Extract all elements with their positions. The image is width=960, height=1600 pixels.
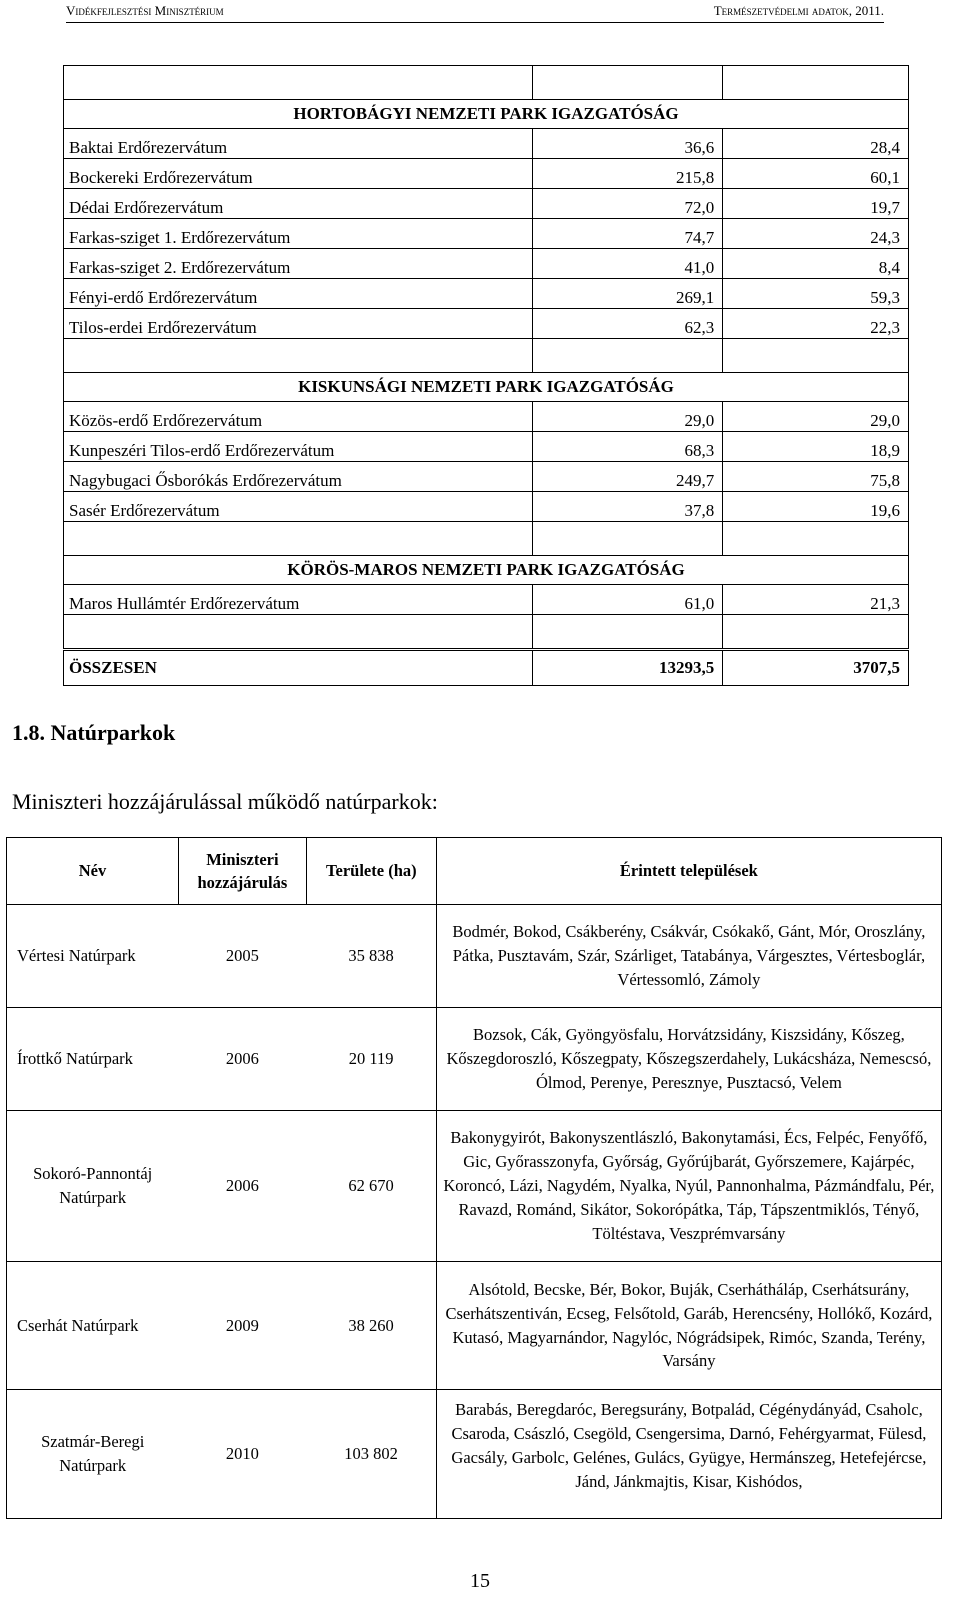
park-year: 2009 xyxy=(178,1262,306,1390)
header-name: Név xyxy=(7,838,179,905)
park-name: Sokoró-Pannontáj Natúrpark xyxy=(7,1111,179,1262)
spacer-row xyxy=(64,615,909,650)
reserve-name: Farkas-sziget 1. Erdőrezervátum xyxy=(64,219,533,249)
reserve-row xyxy=(64,129,909,159)
reserve-core-area: 21,3 xyxy=(723,585,909,615)
park-row xyxy=(7,905,942,1008)
reserve-name: Közös-erdő Erdőrezervátum xyxy=(64,402,533,432)
reserve-core-area: 59,3 xyxy=(723,279,909,309)
section-title-row xyxy=(64,556,909,585)
spacer-cell xyxy=(64,339,533,373)
reserve-row xyxy=(64,309,909,339)
reserve-name: Tilos-erdei Erdőrezervátum xyxy=(64,309,533,339)
park-towns: Bozsok, Cák, Gyöngyösfalu, Horvátzsidány, Kiszsidány, Kőszeg, Kőszegdoroszló, Kőszegpaty, Kőszegszerdahely, Lukácsháza, Nemescsó, Ólmod, Perenye, Peresznye, Pusztacsó, Velem xyxy=(436,1008,941,1111)
park-row xyxy=(7,1111,942,1262)
park-row xyxy=(7,1390,942,1519)
reserve-name: Dédai Erdőrezervátum xyxy=(64,189,533,219)
reserve-total-area: 269,1 xyxy=(533,279,723,309)
spacer-cell xyxy=(533,522,723,556)
park-area: 103 802 xyxy=(306,1390,436,1519)
total-label: ÖSSZESEN xyxy=(64,650,533,686)
parks-header-row xyxy=(7,838,942,905)
reserve-row xyxy=(64,402,909,432)
park-name: Cserhát Natúrpark xyxy=(7,1262,179,1390)
reserve-total-area: 249,7 xyxy=(533,462,723,492)
spacer-row xyxy=(64,66,909,100)
reserve-total-area: 62,3 xyxy=(533,309,723,339)
spacer-cell xyxy=(723,339,909,373)
directorate-title: KÖRÖS-MAROS NEMZETI PARK IGAZGATÓSÁG xyxy=(64,556,909,585)
header-ministry: Vidékfejlesztési Minisztérium xyxy=(66,3,224,18)
reserve-row xyxy=(64,189,909,219)
header-area: Területe (ha) xyxy=(306,838,436,905)
reserve-name: Fényi-erdő Erdőrezervátum xyxy=(64,279,533,309)
park-area: 20 119 xyxy=(306,1008,436,1111)
park-area: 62 670 xyxy=(306,1111,436,1262)
running-header xyxy=(66,0,884,23)
spacer-row xyxy=(64,522,909,556)
spacer-cell xyxy=(533,339,723,373)
reserve-core-area: 60,1 xyxy=(723,159,909,189)
reserve-total-area: 36,6 xyxy=(533,129,723,159)
reserve-row xyxy=(64,492,909,522)
park-name: Írottkő Natúrpark xyxy=(7,1008,179,1111)
reserve-total-area: 61,0 xyxy=(533,585,723,615)
reserve-name: Farkas-sziget 2. Erdőrezervátum xyxy=(64,249,533,279)
reserve-total-area: 68,3 xyxy=(533,432,723,462)
spacer-cell xyxy=(533,66,723,100)
reserve-total-area: 215,8 xyxy=(533,159,723,189)
spacer-cell xyxy=(64,66,533,100)
reserve-row xyxy=(64,432,909,462)
header-approval: Miniszteri hozzájárulás xyxy=(178,838,306,905)
reserve-total-area: 41,0 xyxy=(533,249,723,279)
header-publication: Természetvédelmi adatok, 2011. xyxy=(713,3,884,18)
directorate-title: HORTOBÁGYI NEMZETI PARK IGAZGATÓSÁG xyxy=(64,100,909,129)
reserve-core-area: 8,4 xyxy=(723,249,909,279)
reserve-name: Sasér Erdőrezervátum xyxy=(64,492,533,522)
reserve-total-area: 74,7 xyxy=(533,219,723,249)
reserve-row xyxy=(64,462,909,492)
park-area: 35 838 xyxy=(306,905,436,1008)
reserve-row xyxy=(64,219,909,249)
header-towns: Érintett települések xyxy=(436,838,941,905)
reserve-name: Baktai Erdőrezervátum xyxy=(64,129,533,159)
reserve-name: Bockereki Erdőrezervátum xyxy=(64,159,533,189)
park-towns: Bodmér, Bokod, Csákberény, Csákvár, Csókakő, Gánt, Mór, Oroszlány, Pátka, Pusztavám, Szár, Szárliget, Tatabánya, Várgesztes, Vértesboglár, Vértessomló, Zámoly xyxy=(436,905,941,1008)
reserve-total-area: 72,0 xyxy=(533,189,723,219)
reserve-core-area: 19,6 xyxy=(723,492,909,522)
spacer-cell xyxy=(723,615,909,650)
spacer-cell xyxy=(533,615,723,650)
park-towns: Barabás, Beregdaróc, Beregsurány, Botpalád, Cégénydányád, Csaholc, Csaroda, Császló, Csegöld, Csengersima, Darnó, Fehérgyarmat, Fülesd, Gacsály, Garbolc, Gelénes, Gulács, Gyügye, Hermánszeg, Hetefejércse, Jánd, Jánkmajtis, Kisar, Kishódos, xyxy=(436,1390,941,1519)
reserve-total-area: 29,0 xyxy=(533,402,723,432)
nature-parks-table xyxy=(6,837,942,1519)
intro-text: Miniszteri hozzájárulással működő natúrparkok: xyxy=(12,789,438,814)
reserve-core-area: 18,9 xyxy=(723,432,909,462)
total-row xyxy=(64,650,909,686)
park-name: Szatmár-Beregi Natúrpark xyxy=(7,1390,179,1519)
forest-reserves-table xyxy=(63,65,909,686)
total-core-area: 3707,5 xyxy=(723,650,909,686)
park-row xyxy=(7,1008,942,1111)
park-towns: Alsótold, Becske, Bér, Bokor, Buják, Cserhátháláp, Cserhátsurány, Cserhátszentiván, Ecseg, Felsőtold, Garáb, Herencsény, Hollókő, Kozárd, Kutasó, Magyarnándor, Nagylóc, Nógrádsipek, Rimóc, Szanda, Terény, Varsány xyxy=(436,1262,941,1390)
reserve-core-area: 29,0 xyxy=(723,402,909,432)
park-year: 2010 xyxy=(178,1390,306,1519)
reserve-name: Maros Hullámtér Erdőrezervátum xyxy=(64,585,533,615)
park-area: 38 260 xyxy=(306,1262,436,1390)
park-year: 2006 xyxy=(178,1111,306,1262)
directorate-title: KISKUNSÁGI NEMZETI PARK IGAZGATÓSÁG xyxy=(64,373,909,402)
section-title-row xyxy=(64,100,909,129)
section-heading: 1.8. Natúrparkok xyxy=(12,720,176,745)
section-title-row xyxy=(64,373,909,402)
park-year: 2006 xyxy=(178,1008,306,1111)
reserve-row xyxy=(64,279,909,309)
reserve-row xyxy=(64,249,909,279)
spacer-cell xyxy=(723,66,909,100)
spacer-row xyxy=(64,339,909,373)
reserve-core-area: 28,4 xyxy=(723,129,909,159)
reserve-row xyxy=(64,585,909,615)
page-number: 15 xyxy=(470,1570,490,1592)
park-year: 2005 xyxy=(178,905,306,1008)
park-name: Vértesi Natúrpark xyxy=(7,905,179,1008)
reserve-core-area: 22,3 xyxy=(723,309,909,339)
spacer-cell xyxy=(64,522,533,556)
reserve-core-area: 19,7 xyxy=(723,189,909,219)
park-towns: Bakonygyirót, Bakonyszentlászló, Bakonytamási, Écs, Felpéc, Fenyőfő, Gic, Győrasszonyfa, Győrság, Győrújbarát, Győrszemere, Kajárpéc, Koroncó, Lázi, Nagydém, Nyalka, Nyúl, Pannonhalma, Pázmándfalu, Pér, Ravazd, Románd, Sikátor, Sokorópátka, Táp, Tápszentmiklós, Tényő, Töltéstava, Veszprémvarsány xyxy=(436,1111,941,1262)
total-area: 13293,5 xyxy=(533,650,723,686)
reserve-row xyxy=(64,159,909,189)
reserve-name: Kunpeszéri Tilos-erdő Erdőrezervátum xyxy=(64,432,533,462)
reserve-total-area: 37,8 xyxy=(533,492,723,522)
spacer-cell xyxy=(723,522,909,556)
reserve-core-area: 75,8 xyxy=(723,462,909,492)
park-row xyxy=(7,1262,942,1390)
spacer-cell xyxy=(64,615,533,650)
reserve-name: Nagybugaci Ősborókás Erdőrezervátum xyxy=(64,462,533,492)
reserve-core-area: 24,3 xyxy=(723,219,909,249)
